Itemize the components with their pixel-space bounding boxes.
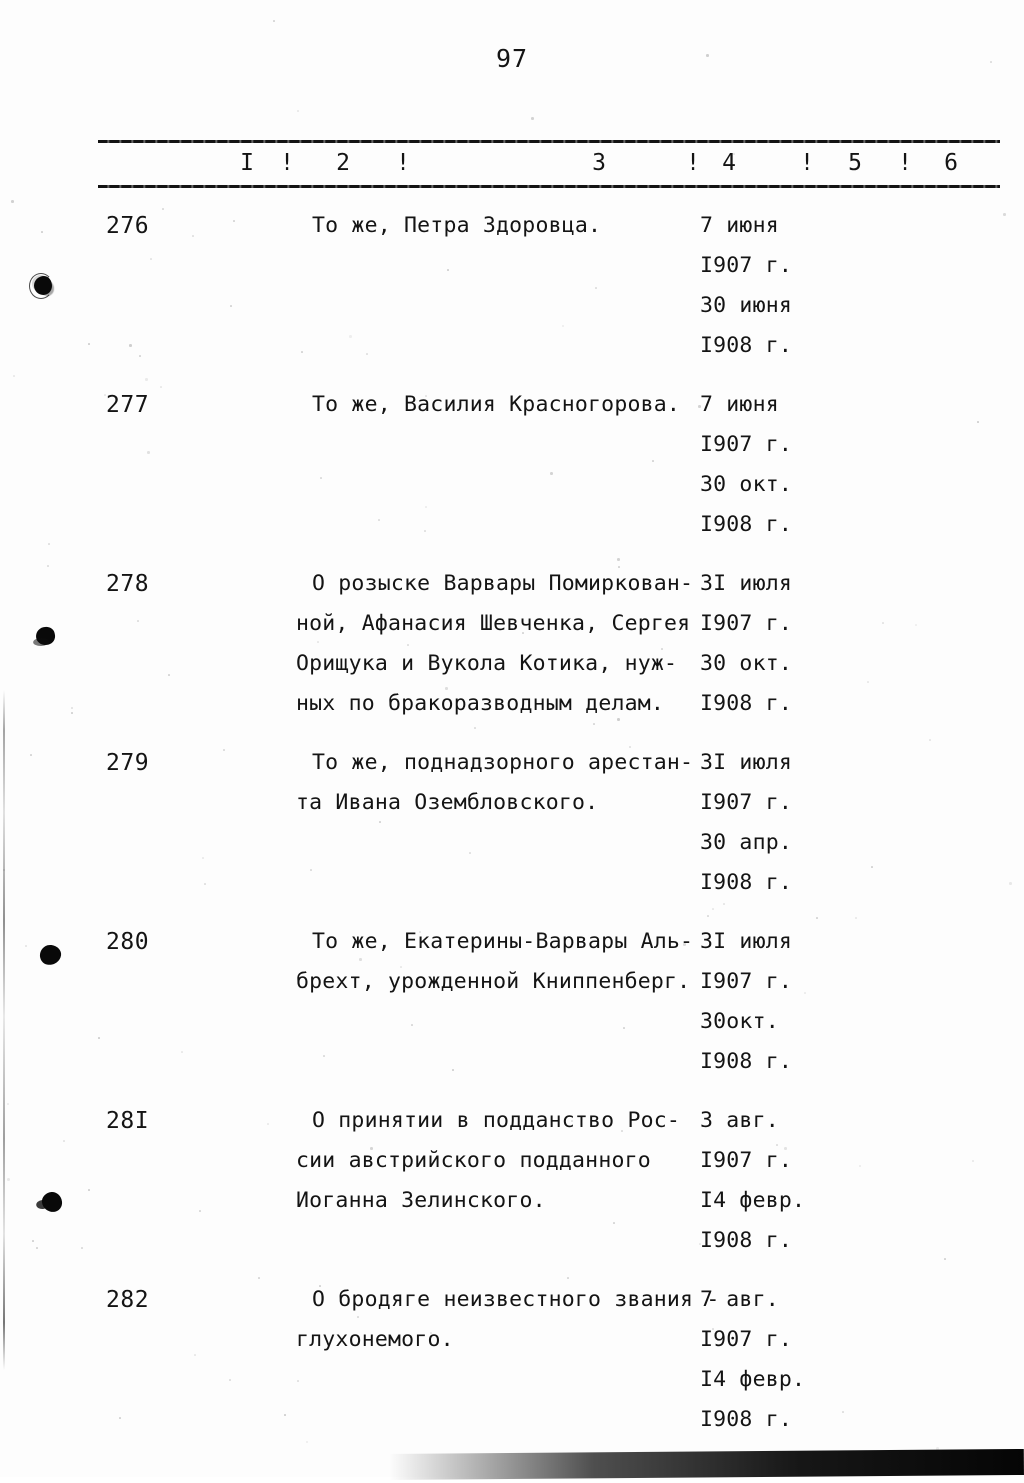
entry-description xyxy=(296,385,696,425)
scan-speck xyxy=(88,1189,90,1191)
entry-date-line: 7 июня xyxy=(700,392,779,417)
scan-speck xyxy=(882,622,884,624)
entry-date-line: 3I июля xyxy=(700,571,793,596)
column-header-5: ! xyxy=(686,150,700,176)
table-row xyxy=(0,206,1024,366)
scan-speck xyxy=(13,375,15,377)
entry-number: 277 xyxy=(106,392,150,418)
scan-speck xyxy=(139,355,141,357)
scan-speck xyxy=(370,1147,373,1150)
scan-speck xyxy=(424,530,426,532)
entry-description-line: ных по бракоразводным делам. xyxy=(296,691,665,716)
scan-speck xyxy=(11,200,14,203)
entry-number: 278 xyxy=(106,571,150,597)
scan-speck xyxy=(617,718,620,721)
scan-speck xyxy=(204,883,206,885)
scan-speck xyxy=(977,421,979,423)
entry-number: 276 xyxy=(106,213,150,239)
entry-dates xyxy=(700,564,920,724)
scan-speck xyxy=(1009,882,1012,885)
scan-speck xyxy=(297,1380,299,1382)
scan-speck xyxy=(297,110,299,112)
scan-speck xyxy=(258,1277,260,1279)
scan-speck xyxy=(733,153,735,155)
scan-speck xyxy=(531,117,534,120)
scan-speck xyxy=(267,1123,269,1125)
scan-speck xyxy=(150,258,152,260)
scan-speck xyxy=(88,343,90,345)
scan-speck xyxy=(698,405,701,408)
scan-speck xyxy=(3,869,5,871)
column-header-9: ! xyxy=(898,150,912,176)
scan-speck xyxy=(623,1027,625,1029)
scan-speck xyxy=(855,917,857,919)
scan-speck xyxy=(407,644,409,646)
scan-speck xyxy=(593,723,595,725)
scan-speck xyxy=(162,208,164,210)
scan-speck xyxy=(202,857,204,859)
column-header-10: 6 xyxy=(944,150,958,176)
column-header-4: 3 xyxy=(592,150,606,176)
entry-description-line: глухонемого. xyxy=(296,1327,454,1352)
scan-speck xyxy=(233,220,235,222)
scan-speck xyxy=(816,917,818,919)
scan-speck xyxy=(776,1144,778,1146)
entry-dates xyxy=(700,206,920,366)
entry-number: 280 xyxy=(106,929,150,955)
scan-speck xyxy=(98,1037,100,1039)
scan-speck xyxy=(411,1024,413,1026)
table-row xyxy=(0,385,1024,545)
entry-description xyxy=(296,1280,720,1360)
scan-speck xyxy=(306,1441,308,1443)
entry-description-line: О розыске Варвары Помиркован- xyxy=(312,571,694,596)
scan-speck xyxy=(320,477,322,479)
header-rule-bottom xyxy=(98,185,1000,188)
entry-description-line: О бродяге неизвестного звания - xyxy=(312,1287,720,1312)
table-row xyxy=(0,922,1024,1082)
entry-description-line: То же, Екатерины-Варвары Аль- xyxy=(312,929,694,954)
entry-date-line: I908 г. xyxy=(700,870,793,895)
scan-speck xyxy=(129,344,132,347)
entry-date-line: 3I июля xyxy=(700,929,793,954)
scan-speck xyxy=(119,1417,121,1419)
scan-speck xyxy=(71,712,73,714)
scan-speck xyxy=(567,1277,569,1279)
scan-speck xyxy=(230,305,232,307)
entry-dates xyxy=(700,1280,920,1440)
scan-speck xyxy=(683,943,686,946)
scan-speck xyxy=(7,1178,10,1181)
entry-date-line: I908 г. xyxy=(700,333,793,358)
table-row xyxy=(0,1101,1024,1261)
scan-speck xyxy=(145,378,148,381)
scan-speck xyxy=(595,287,597,289)
scan-speck xyxy=(842,1411,844,1413)
entry-description xyxy=(296,743,696,823)
scan-speck xyxy=(30,754,32,756)
entry-date-line: I908 г. xyxy=(700,1407,793,1432)
entry-date-line: I907 г. xyxy=(700,1148,793,1173)
entry-description-line: Иоганна Зелинского. xyxy=(296,1188,546,1213)
entry-date-line: I907 г. xyxy=(700,253,793,278)
scan-speck xyxy=(522,632,524,634)
entry-date-line: 3I июля xyxy=(700,750,793,775)
entry-date-line: I907 г. xyxy=(700,611,793,636)
scan-speck xyxy=(447,269,449,271)
scan-speck xyxy=(366,353,368,355)
entry-description-line: То же, Петра Здоровца. xyxy=(312,213,602,238)
scan-speck xyxy=(425,506,427,508)
scan-speck xyxy=(661,648,663,650)
scan-speck xyxy=(652,460,654,462)
table-row xyxy=(0,743,1024,903)
scan-speck xyxy=(379,821,381,823)
entry-description-line: То же, Василия Красногорова. xyxy=(312,392,681,417)
scan-speck xyxy=(160,386,162,388)
scan-speck xyxy=(621,1130,623,1132)
scan-speck xyxy=(706,54,709,57)
scan-speck xyxy=(147,451,150,454)
scan-speck xyxy=(317,641,319,643)
entry-date-line: I908 г. xyxy=(700,512,793,537)
scan-speck xyxy=(871,866,873,868)
entry-date-line: 30 окт. xyxy=(700,472,793,497)
scan-speck xyxy=(419,931,421,933)
entry-description-line: ной, Афанасия Шевченка, Сергея xyxy=(296,611,691,636)
column-header-6: 4 xyxy=(722,150,736,176)
scan-speck xyxy=(784,1147,787,1150)
column-header-3: ! xyxy=(396,150,410,176)
scan-speck xyxy=(867,681,869,683)
entry-description xyxy=(296,922,696,1002)
scan-speck xyxy=(699,1243,701,1245)
scan-speck xyxy=(323,1055,325,1057)
entry-date-line: I907 г. xyxy=(700,790,793,815)
scan-speck xyxy=(712,1328,714,1330)
scan-speck xyxy=(425,395,427,397)
table-row xyxy=(0,1280,1024,1440)
column-header-band xyxy=(98,140,1000,188)
scan-speck xyxy=(284,1414,286,1416)
entry-dates xyxy=(700,743,920,903)
scan-speck xyxy=(617,558,620,561)
scan-speck xyxy=(7,1103,9,1105)
scan-speck xyxy=(613,1222,615,1224)
entry-description-line: брехт, урожденной Книппенберг. xyxy=(296,969,691,994)
entry-number: 28I xyxy=(106,1108,150,1134)
entry-description xyxy=(296,206,696,246)
entry-dates xyxy=(700,922,920,1082)
scan-speck xyxy=(25,945,27,947)
entry-description-line: Орищука и Вукола Котика, нуж- xyxy=(296,651,678,676)
entry-dates xyxy=(700,385,920,545)
scan-speck xyxy=(723,903,725,905)
entry-date-line: I4 февр. xyxy=(700,1367,806,1392)
scan-speck xyxy=(474,727,476,729)
scan-speck xyxy=(192,235,194,237)
scan-speck xyxy=(618,566,620,568)
scan-speck xyxy=(81,1247,83,1249)
scan-speck xyxy=(310,869,312,871)
entry-date-line: 7 авг. xyxy=(700,1287,779,1312)
entry-description-line: То же, поднадзорного арестан- xyxy=(312,750,694,775)
entry-date-line: 30 июня xyxy=(700,293,793,318)
entry-description-line: та Ивана Озембловского. xyxy=(296,790,599,815)
scan-speck xyxy=(929,739,931,741)
column-header-8: 5 xyxy=(848,150,862,176)
scan-speck xyxy=(41,231,43,233)
entry-date-line: I4 февр. xyxy=(700,1188,806,1213)
scan-speck xyxy=(223,749,225,751)
scan-speck xyxy=(445,687,448,690)
scan-speck xyxy=(571,1120,573,1122)
column-header-7: ! xyxy=(800,150,814,176)
column-header-2: 2 xyxy=(336,150,350,176)
column-header-0: I xyxy=(240,150,254,176)
entry-description xyxy=(296,1101,696,1221)
scan-speck xyxy=(430,1332,432,1334)
scan-speck xyxy=(63,1140,65,1142)
scan-speck xyxy=(47,565,49,567)
scan-speck xyxy=(137,620,139,622)
entry-date-line: I907 г. xyxy=(700,432,793,457)
scan-speck xyxy=(915,624,917,626)
entry-number: 279 xyxy=(106,750,150,776)
scan-speck xyxy=(469,852,471,854)
entry-date-line: 30окт. xyxy=(700,1009,779,1034)
ink-blot-icon xyxy=(34,276,52,295)
scan-speck xyxy=(229,1379,231,1381)
scan-speck xyxy=(400,966,402,968)
entry-list xyxy=(0,206,1024,1459)
entry-description-line: О принятии в подданство Рос- xyxy=(312,1108,681,1133)
entry-description-line: сии австрийского подданного xyxy=(296,1148,651,1173)
entry-date-line: I908 г. xyxy=(700,1228,793,1253)
scan-speck xyxy=(71,707,73,709)
scan-speck xyxy=(972,1160,974,1162)
scan-speck xyxy=(707,915,709,917)
table-row xyxy=(0,564,1024,724)
scan-speck xyxy=(319,1285,321,1287)
scan-speck xyxy=(859,1165,861,1167)
scan-speck xyxy=(199,1210,201,1212)
scan-speck xyxy=(562,325,564,327)
entry-date-line: I907 г. xyxy=(700,1327,793,1352)
scan-speck xyxy=(712,908,714,910)
scan-speck xyxy=(452,1069,454,1071)
entry-date-line: I907 г. xyxy=(700,969,793,994)
entry-date-line: 30 окт. xyxy=(700,651,793,676)
scan-speck xyxy=(1003,213,1006,216)
scan-speck xyxy=(378,519,380,521)
scan-speck xyxy=(104,394,106,396)
scan-speck xyxy=(194,1354,196,1356)
scan-speck xyxy=(990,61,992,63)
entry-date-line: I908 г. xyxy=(700,691,793,716)
scan-speck xyxy=(629,746,631,748)
scan-speck xyxy=(944,1258,946,1260)
scan-speck xyxy=(550,472,553,475)
entry-date-line: 3 авг. xyxy=(700,1108,779,1133)
entry-date-line: 30 апр. xyxy=(700,830,793,855)
scan-speck xyxy=(301,351,303,353)
scan-speck xyxy=(359,958,362,961)
page-number: 97 xyxy=(495,44,529,73)
scan-speck xyxy=(36,1247,38,1249)
entry-date-line: 7 июня xyxy=(700,213,779,238)
entry-date-line: I908 г. xyxy=(700,1049,793,1074)
column-header-1: ! xyxy=(280,150,294,176)
scan-speck xyxy=(515,222,517,224)
scan-speck xyxy=(349,335,352,338)
scan-speck xyxy=(168,674,170,676)
scan-speck xyxy=(357,1316,359,1318)
entry-dates xyxy=(700,1101,920,1261)
scan-speck xyxy=(48,543,50,545)
scan-speck xyxy=(741,1062,743,1064)
scan-speck xyxy=(32,1240,34,1242)
scan-speck xyxy=(181,1051,183,1053)
scan-speck xyxy=(273,20,275,22)
scan-speck xyxy=(804,992,806,994)
header-rule-top xyxy=(98,140,1000,143)
entry-description xyxy=(296,564,696,724)
entry-number: 282 xyxy=(106,1287,150,1313)
